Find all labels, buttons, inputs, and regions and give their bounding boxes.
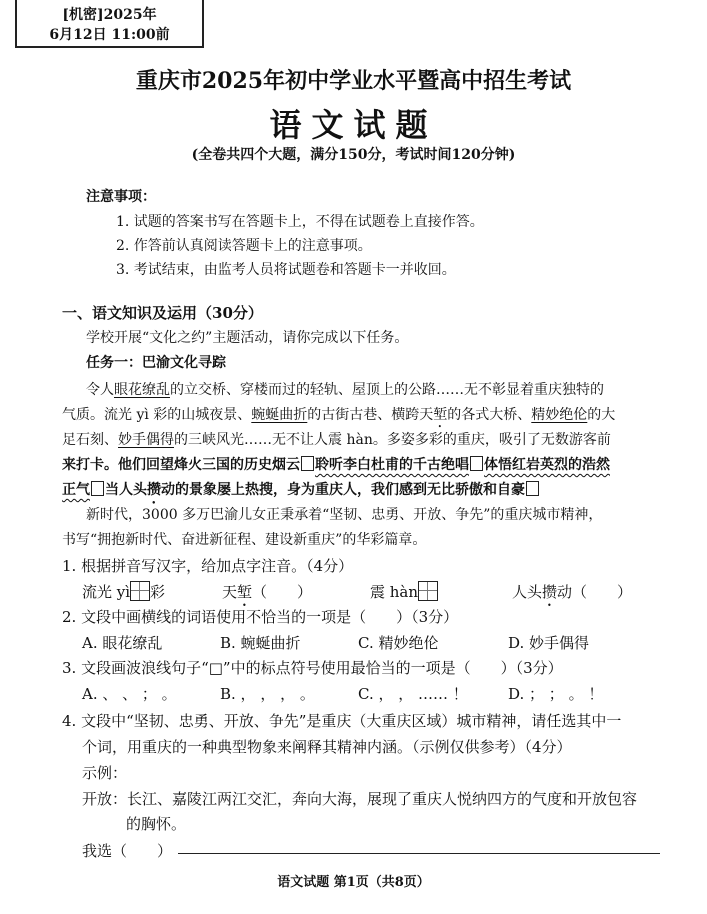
character-writing-box[interactable] bbox=[418, 581, 438, 601]
wavy-sentence-part-1: 聆听李白杜甫的千古绝唱 体悟红岩英烈的浩然 bbox=[300, 457, 610, 473]
passage-line-1: 令人眼花缭乱的立交桥、穿楼而过的轻轨、屋顶上的公路……无不彰显着重庆独特的 bbox=[86, 382, 604, 398]
example-line-1: 开放：长江、嘉陵江两江交汇，奔向大海，展现了重庆人悦纳四方的气度和开放包容 bbox=[82, 790, 638, 808]
passage-line-5: 正气 当人头攒动的景象屡上热搜，身为重庆人，我们感到无比骄傲和自豪 bbox=[62, 479, 540, 507]
exam-subtitle: (全卷共四个大题，满分150分，考试时间120分钟) bbox=[191, 147, 516, 163]
question-4-line-2: 个词，用重庆的一种典型物象来阐释其精神内涵。（示例仅供参考）（4分） bbox=[82, 738, 572, 756]
q3-option-d[interactable]: D. ； ； 。 ！ bbox=[508, 685, 604, 703]
q3-option-b[interactable]: B. ， ， ， 。 bbox=[220, 685, 315, 703]
q3-option-c[interactable]: C. ， ， …… ！ bbox=[358, 685, 468, 703]
passage-line-2: 气质。流光 yì 彩的山城夜景、蜿蜒曲折的古街古巷、横跨天堑的各式大桥、精妙绝伦的大 bbox=[62, 407, 616, 423]
notice-item-3: 3. 考试结束，由监考人员将试题卷和答题卡一并收回。 bbox=[116, 262, 456, 278]
subject-title: 语文试题 bbox=[269, 106, 438, 144]
my-choice-label: 我选（ ） bbox=[82, 842, 173, 860]
passage-line-6: 新时代，3000 多万巴渝儿女正秉承着“坚韧、忠勇、开放、争先”的重庆城市精神， bbox=[86, 507, 603, 523]
notice-item-1: 1. 试题的答案书写在答题卡上，不得在试题卷上直接作答。 bbox=[116, 214, 484, 230]
answer-line[interactable] bbox=[178, 853, 660, 854]
character-writing-box[interactable] bbox=[130, 581, 150, 601]
underlined-word-c: 精妙绝伦 bbox=[531, 407, 588, 423]
q2-option-c[interactable]: C. 精妙绝伦 bbox=[358, 634, 439, 652]
q1-item-d: 人头攒动（ ） bbox=[512, 583, 633, 601]
example-label: 示例： bbox=[82, 764, 128, 782]
section-heading: 一、语文知识及运用（30分） bbox=[62, 304, 263, 322]
task-heading: 任务一：巴渝文化寻踪 bbox=[86, 355, 226, 371]
notice-heading: 注意事项： bbox=[86, 189, 156, 205]
underlined-word-d: 妙手偶得 bbox=[118, 432, 174, 448]
example-line-2: 的胸怀。 bbox=[126, 815, 187, 833]
confidential-deadline: 6月12日 11:00前 bbox=[49, 27, 170, 43]
q1-item-c: 震 hàn bbox=[370, 581, 438, 602]
q2-option-a[interactable]: A. 眼花缭乱 bbox=[82, 634, 163, 652]
q2-option-d[interactable]: D. 妙手偶得 bbox=[508, 634, 590, 652]
question-3-stem: 3. 文段画波浪线句子“□”中的标点符号使用最恰当的一项是（ ）（3分） bbox=[62, 659, 563, 677]
page-footer: 语文试题 第1页（共8页） bbox=[277, 875, 430, 890]
exam-title: 重庆市2025年初中学业水平暨高中招生考试 bbox=[135, 68, 572, 94]
q3-option-a[interactable]: A. 、 、 ； 。 bbox=[82, 685, 177, 703]
question-1-stem: 1. 根据拼音写汉字，给加点字注音。（4分） bbox=[62, 557, 354, 575]
passage-line-7: 书写“拥抱新时代、奋进新征程、建设新重庆”的华彩篇章。 bbox=[62, 532, 427, 548]
q2-option-b[interactable]: B. 蜿蜒曲折 bbox=[220, 634, 301, 652]
passage-line-4: 来打卡。他们回望烽火三国的历史烟云 聆听李白杜甫的千古绝唱 体悟红岩英烈的浩然 bbox=[62, 457, 610, 473]
wavy-sentence-part-2: 正气 bbox=[62, 482, 105, 498]
notice-item-2: 2. 作答前认真阅读答题卡上的注意事项。 bbox=[116, 238, 372, 254]
underlined-word-a: 眼花缭乱 bbox=[114, 382, 170, 398]
confidential-box bbox=[15, 0, 204, 48]
question-2-stem: 2. 文段中画横线的词语使用不恰当的一项是（ ）（3分） bbox=[62, 608, 459, 626]
q1-item-b: 天堑（ ） bbox=[222, 583, 313, 601]
section-intro: 学校开展“文化之约”主题活动，请你完成以下任务。 bbox=[86, 330, 409, 346]
question-4-line-1: 4. 文段中“坚韧、忠勇、开放、争先”是重庆（大重庆区域）城市精神，请任选其中一 bbox=[62, 712, 622, 730]
confidential-label: [机密]2025年 bbox=[62, 7, 157, 23]
passage-line-3: 足石刻、妙手偶得的三峡风光……无不让人震 hàn。多姿多彩的重庆，吸引了无数游客前 bbox=[62, 432, 611, 448]
q1-item-a: 流光 yì 彩 bbox=[82, 583, 166, 601]
underlined-word-b: 蜿蜒曲折 bbox=[251, 407, 308, 423]
